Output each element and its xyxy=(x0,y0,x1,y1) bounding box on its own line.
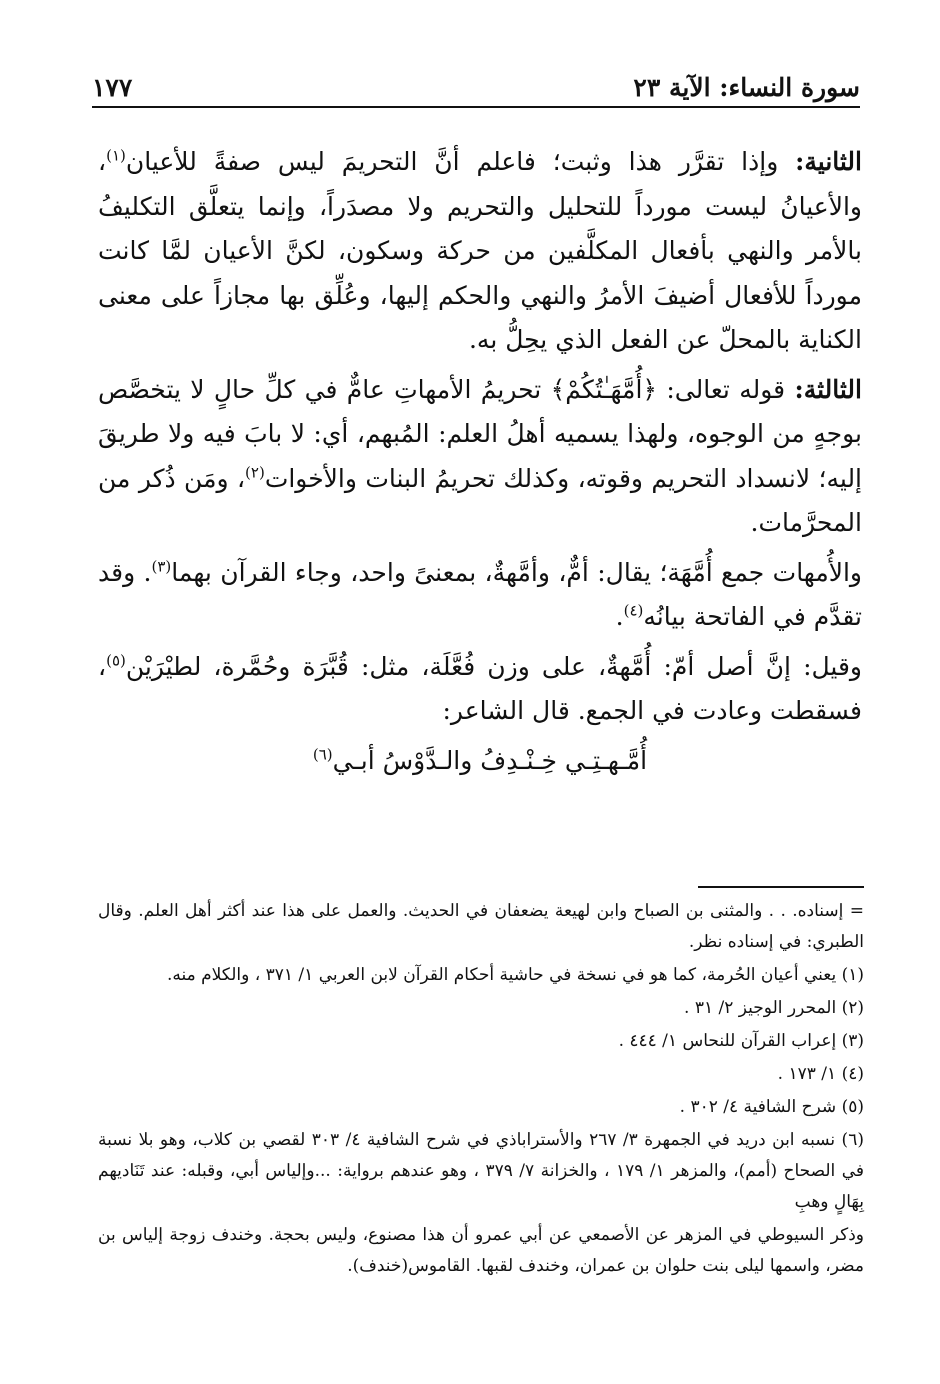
paragraph-label: الثانية: xyxy=(795,147,862,176)
footnote-ref: (٥) xyxy=(106,651,126,670)
paragraph-text: ، والأعيانُ ليست مورداً للتحليل والتحريم ولا مصدَراً، وإنما يتعلَّق التكليفُ بالأمر والنهي بأفعال المكلَّفين من حركة وسكون، لكنَّ الأعيان لمَّا كانت مورداً للأفعال أضيفَ الأمرُ والنهي والحكم إليها، وعُلِّق بها مجازاً على معنى الكناية بالمحلّ عن الفعل الذي يحِلُّ به. xyxy=(98,147,862,354)
footnote-item: وذكر السيوطي في المزهر عن الأصمعي عن أبي عمرو أن هذا مصنوع، وليس بحجة. وخندف زوجة إلياس بن مضر، واسمها ليلى بنت حلوان بن عمران، وخندف لقبها. القاموس(خندف). xyxy=(98,1225,864,1276)
paragraph-second xyxy=(98,140,862,363)
footnote-ref: (١) xyxy=(106,146,126,165)
footnote-ref: (٣) xyxy=(151,557,172,576)
footnote-item: (٥) شرح الشافية ٤/ ٣٠٢ . xyxy=(679,1097,864,1117)
main-text xyxy=(98,140,862,788)
paragraph-text: وقيل: إنَّ أصل أمّ: أُمَّهةٌ، على وزن فُعَّلَة، مثل: قُبَّرَة وحُمَّرة، لطيْرَيْن xyxy=(125,651,862,681)
verse-text: أُمَّـهـتِـي خِـنْـدِفُ والـدَّوْسُ أبـي xyxy=(332,745,648,775)
footnotes xyxy=(98,896,864,1284)
paragraph-text: قوله تعالى: ﴿أُمَّهَـٰتُكُمْ﴾ تحريمُ الأمهاتِ عامٌّ في كلِّ حالٍ لا يتخصَّص بوجهٍ من الوجوه، ولهذا يسميه أهلُ العلم: المُبهم، أي: لا بابَ فيه ولا طريقَ إليه؛ لانسداد التحريم وقوته، وكذلك تحريمُ البنات والأخوات xyxy=(98,374,863,493)
paragraph-text: . xyxy=(615,602,624,631)
footnote-item: (٤) ١/ ١٧٣ . xyxy=(777,1064,864,1084)
footnote-item: (١) يعني أعيان الحُرمة، كما هو في نسخة في حاشية أحكام القرآن لابن العربي ١/ ٣٧١ ، والكلام منه. xyxy=(166,965,864,985)
running-header xyxy=(92,68,860,108)
footnote-item: (٦) نسبه ابن دريد في الجمهرة ٣/ ٢٦٧ والأستراباذي في شرح الشافية ٤/ ٣٠٣ لقصي بن كلاب، وهو بلا نسبة في الصحاح (أمم)، والمزهر ١/ ١٧٩ ، والخزانة ٧/ ٣٧٩ ، وهو عندهم برواية: ...وإلياس أبي، وقبله: عند تَنَاديهم بِهَالٍ وهبِ xyxy=(98,1130,864,1212)
page-number: ١٧٧ xyxy=(92,73,133,102)
footnote-separator xyxy=(698,886,864,888)
poetry-verse xyxy=(98,739,862,784)
paragraph-label: الثالثة: xyxy=(794,374,862,404)
paragraph-text: والأُمهات جمع أُمَّهَة؛ يقال: أمٌّ، وأمَّهةٌ، بمعنىً واحد، وجاء القرآن بهما xyxy=(171,557,863,587)
footnote-ref: (٤) xyxy=(623,601,644,620)
paragraph-text: ، فسقطت وعادت في الجمع. قال الشاعر: xyxy=(98,651,862,725)
footnote-item: (٣) إعراب القرآن للنحاس ١/ ٤٤٤ . xyxy=(618,1031,864,1051)
footnote-item: = إسناده. . . والمثنى بن الصباح وابن لهيعة يضعفان في الحديث. والعمل على هذا عند أكثر أهل العلم. وقال الطبري: في إسناده نظر. xyxy=(98,901,864,952)
paragraph-text: ، ومَن ذُكر من المحرَّمات. xyxy=(98,463,862,537)
footnote-ref: (٦) xyxy=(312,745,333,764)
running-title: سورة النساء: الآية ٢٣ xyxy=(633,73,860,102)
footnote-ref: (٢) xyxy=(245,463,265,482)
paragraph-origin xyxy=(98,645,862,734)
footnote-item: (٢) المحرر الوجيز ٢/ ٣١ . xyxy=(684,998,864,1018)
paragraph-mothers xyxy=(98,551,862,640)
paragraph-text: وإذا تقرَّر هذا وثبت؛ فاعلم أنَّ التحريمَ ليس صفةً للأعيان xyxy=(125,147,796,176)
paragraph-third xyxy=(98,368,862,546)
paragraph-text: . وقد تقدَّم في الفاتحة بيانُه xyxy=(98,557,862,631)
